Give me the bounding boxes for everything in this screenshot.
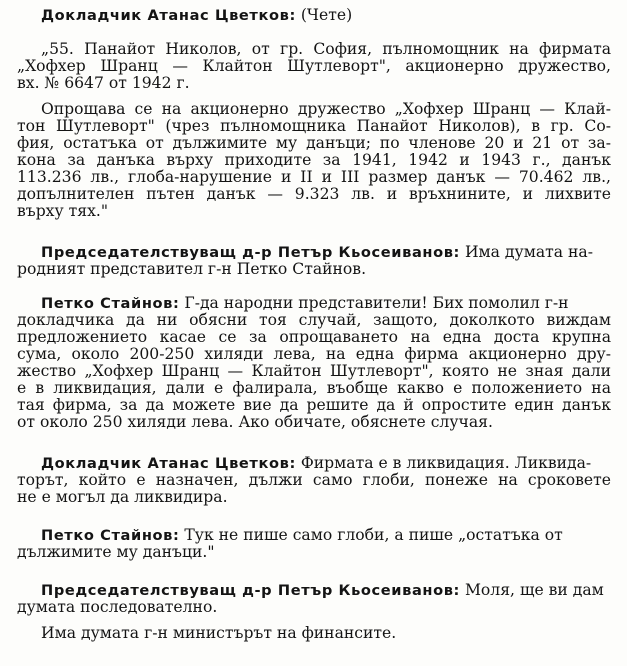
speech-text: Тук не пише само глоби, а пише „остатъка от [179,526,563,544]
paragraph-1 [41,7,352,24]
text-line [41,455,591,472]
speech-text: Г-да народни представители! Бих помолил г-н [179,294,569,312]
speaker-name: Петко Стайнов: [41,527,180,544]
text-line: Има думата г-н министърът на финансите. [41,624,397,642]
text-line: фия, остатъка от дължимите му данъци; по членове 20 и 21 от за- [17,134,611,152]
text-line: тон Шутлеворт" (чрез пълномощника Панайот Николов), в гр. Со- [17,117,611,135]
speaker-name: Председателствуващ д-р Петър Кьосеиванов: [41,582,460,599]
text-line [41,527,563,544]
text-line [41,244,593,261]
text-line: е в ликвидация, дали е фалирала, въобще какво е положението на [17,379,611,397]
speaker-name: Петко Стайнов: [41,295,180,312]
text-line: торът, който е назначен, дължи само глоби, понеже на сроковете [17,471,611,489]
text-line: от около 250 хиляди лева. Ако обичате, обяснете случая. [17,413,493,431]
text-line: дължимите му данъци." [17,543,215,561]
speaker-name: Председателствуващ д-р Петър Кьосеиванов: [41,244,460,261]
text-line: „Хофхер Шранц — Клайтон Шутлеворт", акционерно дружество, [17,57,611,75]
speaker-name: Докладчик Атанас Цветков: [41,455,296,472]
text-line: сума, около 200-250 хиляди лева, на една фирма акционерно дру- [17,345,611,363]
text-line: предложението касае се за опрощаването на една доста крупна [17,328,611,346]
speech-text: Фирмата е в ликвидация. Ликвида- [295,454,592,472]
text-line: докладчика да ни обясни тоя случай, защото, доколкото виждам [17,311,611,329]
speech-text: Има думата на- [459,243,593,261]
speech-text: Моля, ще ви дам [459,581,604,599]
text-line: вх. № 6647 от 1942 г. [17,74,190,92]
text-line: 113.236 лв., глоба-нарушение и II и III размер данък — 70.462 лв., [17,168,611,186]
speaker-name: Докладчик Атанас Цветков: [41,7,296,24]
text-line: Опрощава се на акционерно дружество „Хофхер Шранц — Клай- [41,100,611,118]
text-line [41,295,569,312]
text-line [41,582,604,599]
text-line: кона за данъка върху приходите за 1941, 1942 и 1943 г., данък [17,151,611,169]
text-line: допълнителен пътен данък — 9.323 лв. и връхнините, и лихвите [17,185,611,203]
text-line: „55. Панайот Николов, от гр. София, пълномощник на фирмата [41,40,611,58]
text-line: думата последователно. [17,598,218,616]
text-line: върху тях." [17,202,108,220]
stage-direction: (Чете) [295,6,353,24]
text-line: тая фирма, за да можете вие да решите да й опростите един данък [17,396,611,414]
text-line: не е могъл да ликвидира. [17,488,228,506]
text-line: жество „Хофхер Шранц — Клайтон Шутлеворт", която не зная дали [17,362,611,380]
text-line: родният представител г-н Петко Стайнов. [17,260,367,278]
